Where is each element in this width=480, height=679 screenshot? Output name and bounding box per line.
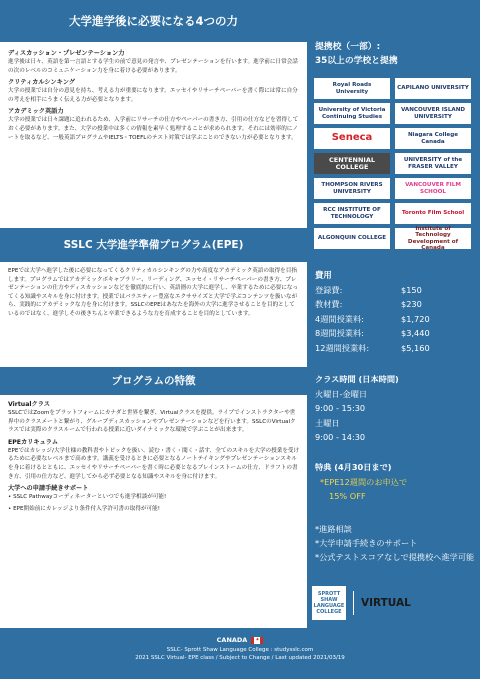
brand-divider <box>353 591 354 615</box>
feature-title: Virtualクラス <box>8 401 50 408</box>
skill-title: ディスカッション・プレゼンテーション力 <box>8 50 125 57</box>
logo-seneca: Seneca <box>314 128 390 149</box>
footer-line: SSLC- Sprott Shaw Language College : studysslc.com <box>166 647 314 653</box>
logo-royal-roads: Royal Roads University <box>314 78 390 99</box>
special-offer-line: *EPE12週間のお申込で <box>320 476 408 487</box>
benefit-item: *進路相談 <box>315 524 352 534</box>
special-offer-block <box>315 460 475 504</box>
fee-row: 教材費: $230 <box>315 299 422 309</box>
logo-vancouver-film-school: VANCOUVER FILM SCHOOL <box>395 178 471 199</box>
benefit-item: *公式テストスコアなしで提携校へ進学可能 <box>315 552 475 562</box>
feature-body: EPEではカレッジ/大学仕様の教科書やトピックを扱い、読む・書く・聞く・話す、全てのスキルを大学の授業を受けるために必要なレベルまで高めます。講義を受けるときに必要となるノートテイキングやプレゼンテーションスキルを身に着けるとともに、エッセイやリサーチペーパーを書く時に必要となるブレインストームの仕方、ドラフトの書き方、引用の仕方など、進学してから必ず必要となる知識やスキルを身に付けます。 <box>8 447 300 480</box>
logo-thompson-rivers: THOMPSON RIVERS UNIVERSITY <box>314 178 390 199</box>
fee-row: 4週間授業料: $1,720 <box>315 313 430 324</box>
logo-victoria: University of Victoria Continuing Studies <box>314 103 390 124</box>
logo-capilano: CAPILANO UNIVERSITY <box>395 78 471 99</box>
class-time-block <box>315 372 475 445</box>
footer-country: CANADA✦ <box>0 628 480 646</box>
fee-row: 8週間授業料: $3,440 <box>315 328 430 338</box>
fees-label: 費用 <box>315 270 332 280</box>
logo-centennial: CENTENNIAL COLLEGE <box>314 153 390 174</box>
special-offer-label: 特典 (4月30日まで) <box>315 462 392 472</box>
logo-algonquin: ALGONQUIN COLLEGE <box>314 228 390 249</box>
footer-line: 2021 SSLC Virtual- EPE class / Subject to Change / Last updated 2021/03/19 <box>135 655 345 661</box>
logo-toronto-film-school: Toronto Film School <box>395 203 471 224</box>
logo-itd: Institute of Technology Development of Canada <box>395 228 471 249</box>
epe-body: EPEでは大学へ進学した後に必要になってくるクリティカルシンキングの力や高度なアカデミック英語の取得を目指します。プログラムではアカデミックボキャブラリー、リーディング、エッセイ・リサーチペーパーの書き方、プレゼンテーションの仕方やディスカッションなどを徹底的に行い、英語圏の大学に進学し、卒業するために必要になってくる知識やスキルを身に付けます。授業ではバラエティー豊富なエクササイズと大学で学ぶコンテンツを扱いながら、実践的にアカデミックな力を身に付けます。SSLCのEPEはあなたを海外の大学に進学させることを目的としているのではなく、進学しその後きちんと卒業できるような力を育成することを目的としています。 <box>8 268 299 317</box>
logo-rcc: RCC INSTITUTE OF TECHNOLOGY <box>314 203 390 224</box>
logo-vancouver-island: VANCOUVER ISLAND UNIVERSITY <box>395 103 471 124</box>
skill-body: 進学後は日々、英語を第一言語とする学生の前で意見の発言や、プレゼンテーションを行います。進学前に日常会話の次のレベルのコミュニケーション力を身に着ける必要があります。 <box>8 59 298 74</box>
fee-row: 12週間授業料: $5,160 <box>315 342 430 353</box>
feature-title: EPEカリキュラム <box>8 438 59 446</box>
support-item: • SSLC Pathwayコーディネーターといつでも進学相談が可能! <box>8 494 167 501</box>
skill-title: アカデミック英語力 <box>8 108 64 116</box>
logo-niagara: Niagara College Canada <box>395 128 471 149</box>
fees-block <box>315 268 475 355</box>
class-time-label: クラス時間 (日本時間) <box>315 374 399 384</box>
section-heading-epe: SSLC 大学進学準備プログラム(EPE) <box>0 228 307 262</box>
skill-body: 大学の授業では自分の意見を持ち、考える力が重要になります。エッセイやリサーチペーパーを書く際には常に自分の考えを相手にうまく伝える力が必要となります。 <box>8 88 298 103</box>
footer <box>0 628 480 679</box>
section-heading-features: プログラムの特徴 <box>0 367 307 395</box>
support-item: • EPE開始前にカレッジより条件付入学許可書の取得が可能! <box>8 505 160 512</box>
features-block <box>8 400 300 516</box>
benefit-item: *大学申請手続きのサポート <box>315 538 418 548</box>
support-title: 大学への申請手続きサポート <box>8 485 89 493</box>
epe-description <box>8 267 300 322</box>
virtual-label: VIRTUAL <box>361 597 411 609</box>
fee-row: 登録費: $150 <box>315 284 422 295</box>
sslc-logo: SPROTT SHAW LANGUAGE COLLEGE <box>312 586 346 620</box>
partners-heading: 提携校（一部）: 35以上の学校と提携 <box>315 42 398 66</box>
skills-block <box>8 49 300 145</box>
skill-title: クリティカルシンキング <box>8 79 75 87</box>
section-heading-skills: 大学進学後に必要になる4つの力 <box>0 0 307 42</box>
class-time-line: 火曜日-金曜日 <box>315 388 368 399</box>
benefits-list <box>315 522 477 564</box>
class-time-line: 9:00 - 15:30 <box>315 403 366 413</box>
logo-fraser-valley: UNIVERSITY of the FRASER VALLEY <box>395 153 471 174</box>
class-time-line: 9:00 - 14:30 <box>315 432 366 442</box>
skill-body: 大学の授業では日々課題に追われるため、入学前にリサーチの仕方やペーパーの書き方、引用の仕方などを習得しておく必要があります。また、大学の授業中は多くの情報を素早く処理することが求められます。それには効率的にノートを取るなど、一般英語プログラムやIELTS・TOEFLのテスト対策では学ぶことのできない力が必要となります。 <box>8 117 299 141</box>
partner-logo-grid <box>314 78 474 249</box>
feature-body: SSLCではZoomをプラットフォームにカナダと世界を繋ぎ、Virtualクラスを提供。ライブでインストラクターや世界中のクラスメートと繋がり、グループディスカッションやプレゼンテーションなどを行います。SSLCのVirtualクラスでは実際のクラスルームで行われる授業に近いダイナミックな環境で学ぶことが出来ます。 <box>8 410 296 434</box>
special-offer-line: 15% OFF <box>329 491 366 501</box>
canada-flag-icon <box>251 637 263 644</box>
class-time-line: 土曜日 <box>315 417 340 428</box>
sslc-virtual-brand <box>312 583 472 623</box>
